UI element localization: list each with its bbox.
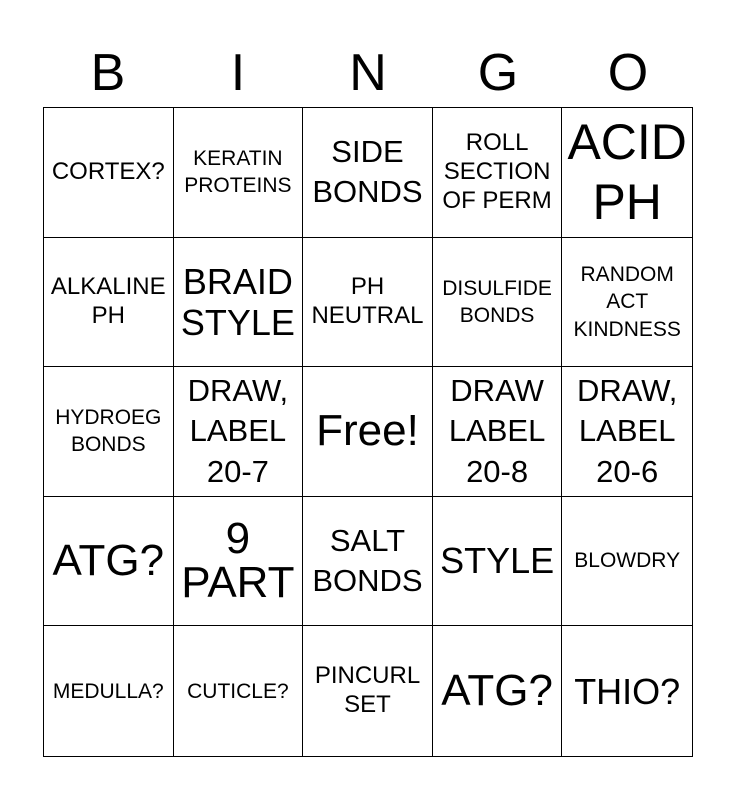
bingo-cell[interactable] bbox=[303, 108, 433, 238]
header-letter-b: B bbox=[90, 44, 126, 102]
bingo-cell[interactable] bbox=[562, 626, 692, 756]
bingo-cell[interactable] bbox=[433, 497, 563, 627]
cell-text: ATG? bbox=[441, 666, 553, 716]
cell-text: DRAW LABEL 20-8 bbox=[448, 373, 546, 489]
free-space: Free! bbox=[316, 406, 419, 456]
bingo-cell[interactable] bbox=[44, 108, 174, 238]
bingo-cell[interactable] bbox=[433, 238, 563, 368]
header-letter-o: O bbox=[607, 44, 649, 102]
bingo-cell[interactable] bbox=[44, 626, 174, 756]
cell-text: ATG? bbox=[52, 536, 165, 586]
cell-text: SALT BONDS bbox=[312, 522, 423, 599]
bingo-cell[interactable] bbox=[44, 238, 174, 368]
cell-text: DISULFIDE BONDS bbox=[442, 276, 552, 327]
cell-text: CORTEX? bbox=[51, 157, 165, 185]
cell-text: ACID PH bbox=[567, 114, 687, 231]
bingo-cell[interactable] bbox=[303, 238, 433, 368]
cell-text: STYLE bbox=[440, 540, 555, 582]
bingo-cell[interactable] bbox=[562, 108, 692, 238]
cell-text: 9 PART bbox=[181, 514, 295, 608]
bingo-cell[interactable] bbox=[433, 367, 563, 497]
bingo-cell[interactable] bbox=[174, 367, 304, 497]
bingo-cell[interactable] bbox=[174, 497, 304, 627]
bingo-cell[interactable] bbox=[433, 108, 563, 238]
cell-text: PINCURL SET bbox=[314, 662, 421, 719]
bingo-cell[interactable] bbox=[174, 626, 304, 756]
bingo-cell[interactable] bbox=[562, 367, 692, 497]
bingo-cell[interactable] bbox=[562, 238, 692, 368]
bingo-cell[interactable] bbox=[174, 108, 304, 238]
cell-text: DRAW, LABEL 20-7 bbox=[187, 373, 289, 489]
cell-text: ALKALINE PH bbox=[50, 273, 166, 329]
cell-text: THIO? bbox=[574, 670, 681, 712]
cell-text: DRAW, LABEL 20-6 bbox=[576, 373, 678, 489]
header-letter-g: G bbox=[477, 44, 519, 102]
header-letter-i: I bbox=[230, 44, 246, 102]
cell-text: SIDE BONDS bbox=[312, 134, 423, 210]
bingo-board bbox=[43, 107, 693, 757]
bingo-cell[interactable] bbox=[303, 626, 433, 756]
bingo-cell[interactable] bbox=[44, 367, 174, 497]
cell-text: ROLL SECTION OF PERM bbox=[442, 129, 552, 214]
cell-text: PH NEUTRAL bbox=[311, 273, 424, 329]
cell-text: BRAID STYLE bbox=[180, 260, 295, 343]
bingo-cell[interactable] bbox=[44, 497, 174, 627]
bingo-cell[interactable] bbox=[303, 497, 433, 627]
bingo-cell[interactable] bbox=[562, 497, 692, 627]
cell-text: KERATIN PROTEINS bbox=[184, 147, 292, 198]
bingo-cell[interactable] bbox=[303, 367, 433, 497]
bingo-header bbox=[43, 38, 693, 108]
cell-text: MEDULLA? bbox=[52, 679, 164, 703]
bingo-cell[interactable] bbox=[433, 626, 563, 756]
cell-text: RANDOM ACT KINDNESS bbox=[573, 262, 681, 341]
cell-text: HYDROEG BONDS bbox=[55, 406, 162, 457]
bingo-cell[interactable] bbox=[174, 238, 304, 368]
header-letter-n: N bbox=[349, 44, 387, 102]
cell-text: BLOWDRY bbox=[574, 549, 681, 573]
cell-text: CUTICLE? bbox=[187, 679, 289, 703]
